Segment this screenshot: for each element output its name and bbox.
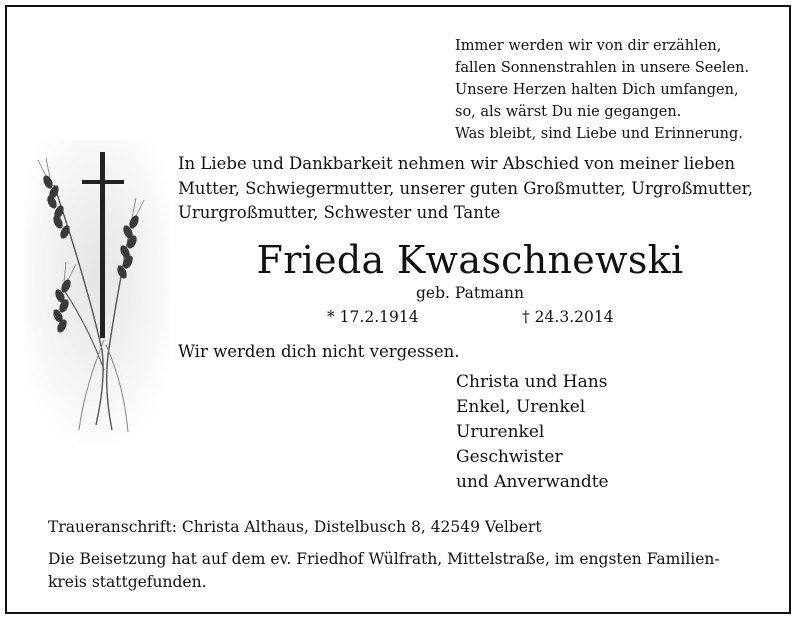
intro-line: Ururgroßmutter, Schwester und Tante xyxy=(178,203,501,222)
birth-date: * 17.2.1914 xyxy=(327,308,419,326)
intro-line: In Liebe und Dankbarkeit nehmen wir Abschied von meiner lieben xyxy=(178,154,736,173)
mourner-item: und Anverwandte xyxy=(456,472,609,492)
deceased-name: Frieda Kwaschnewski xyxy=(256,238,684,282)
mourning-address: Traueranschrift: Christa Althaus, Distelbusch 8, 42549 Velbert xyxy=(48,518,542,536)
intro-line: Mutter, Schwiegermutter, unserer guten Großmutter, Urgroßmutter, xyxy=(178,178,753,198)
mourner-item: Ururenkel xyxy=(456,422,545,442)
poem-line: Immer werden wir von dir erzählen, xyxy=(455,38,722,54)
remembrance-line: Wir werden dich nicht vergessen. xyxy=(178,342,460,361)
cross-with-wheat-icon xyxy=(24,140,170,443)
mourner-item: Christa und Hans xyxy=(456,372,608,392)
burial-note xyxy=(48,548,768,594)
mourner-item: Enkel, Urenkel xyxy=(456,397,586,417)
maiden-name: geb. Patmann xyxy=(416,284,524,302)
burial-line: kreis stattgefunden. xyxy=(48,573,207,591)
poem xyxy=(455,35,775,145)
burial-line: Die Beisetzung hat auf dem ev. Friedhof Wülfrath, Mittelstraße, im engsten Familien- xyxy=(48,550,720,568)
mourner-item: Geschwister xyxy=(456,447,563,467)
poem-line: fallen Sonnenstrahlen in unsere Seelen. xyxy=(455,60,750,76)
farewell-intro xyxy=(178,152,778,226)
poem-line: so, als wärst Du nie gegangen. xyxy=(455,104,682,120)
death-date: † 24.3.2014 xyxy=(522,308,614,326)
poem-line: Was bleibt, sind Liebe und Erinnerung. xyxy=(455,126,743,142)
mourners-list xyxy=(456,370,609,495)
poem-line: Unsere Herzen halten Dich umfangen, xyxy=(455,82,739,98)
